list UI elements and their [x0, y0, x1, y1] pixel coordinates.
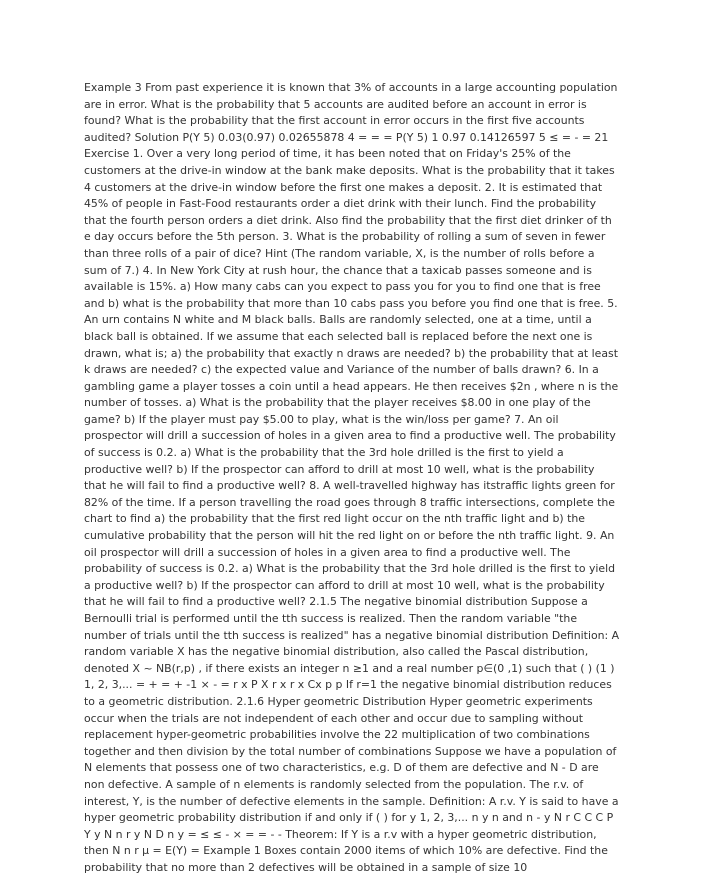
document-body-text: Example 3 From past experience it is known that 3% of accounts in a large accounting population are in error. What is the probability that 5 accounts are audited before an account in error is found? What is the probability that the first account in error occurs in the first five accounts audited? Solution P(Y 5) 0.03(0.97) 0.02655878 4 = = = P(Y 5) 1 0.97 0.14126597 5 ≤ = - = 21 Exercise 1. Over a very long period of time, it has been noted that on Friday's 25% of the customers at the drive-in window at the bank make deposits. What is the probability that it takes 4 customers at the drive-in window before the first one makes a deposit. 2. It is estimated that 45% of people in Fast-Food restaurants order a diet drink with their lunch. Find the probability that the fourth person orders a diet drink. Also find the probability that the first diet drinker of th e day occurs before the 5th person. 3. What is the probability of rolling a sum of seven in fewer than three rolls of a pair of dice? Hint (The random variable, X, is the number of rolls before a sum of 7.) 4. In New York City at rush hour, the chance that a taxicab passes someone and is available is 15%. a) How many cabs can you expect to pass you for you to find one that is free and b) what is the probability that more than 10 cabs pass you before you find one that is free. 5. An urn contains N white and M black balls. Balls are randomly selected, one at a time, until a black ball is obtained. If we assume that each selected ball is replaced before the next one is drawn, what is; a) the probability that exactly n draws are needed? b) the probability that at least k draws are needed? c) the expected value and Variance of the number of balls drawn? 6. In a gambling game a player tosses a coin until a head appears. He then receives $2n , where n is the number of tosses. a) What is the probability that the player receives $8.00 in one play of the game? b) If the player must pay $5.00 to play, what is the win/loss per game? 7. An oil prospector will drill a succession of holes in a given area to find a productive well. The probability of success is 0.2. a) What is the probability that the 3rd hole drilled is the first to yield a productive well? b) If the prospector can afford to drill at most 10 well, what is the probability that he will fail to find a productive well? 8. A well-travelled highway has itstraffic lights green for 82% of the time. If a person travelling the road goes through 8 traffic intersections, complete the chart to find a) the probability that the first red light occur on the nth traffic light and b) the cumulative probability that the person will hit the red light on or before the nth traffic light. 9. An oil prospector will drill a succession of holes in a given area to find a productive well. The probability of success is 0.2. a) What is the probability that the 3rd hole drilled is the first to yield a productive well? b) If the prospector can afford to drill at most 10 well, what is the probability that he will fail to find a productive well? 2.1.5 The negative binomial distribution Suppose a Bernoulli trial is performed until the tth success is realized. Then the random variable "the number of trials until the tth success is realized" has a negative binomial distribution Definition: A random variable X has the negative binomial distribution, also called the Pascal distribution, denoted X ~ NB(r,p) , if there exists an integer n ≥1 and a real number p∈(0 ,1) such that ( ) (1 ) 1, 2, 3,... = + = + -1 × - = r x P X r x r x Cx p p If r=1 the negative binomial distribution reduces to a geometric distribution. 2.1.6 Hyper geometric Distribution Hyper geometric experiments occur when the trials are not independent of each other and occur due to sampling without replacement hyper-geometric probabilities involve the 22 multiplication of two combinations together and then division by the total number of combinations Suppose we have a population of N elements that possess one of two characteristics, e.g. D of them are defective and N - D are non defective. A sample of n elements is randomly selected from the population. The r.v. of interest, Y, is the number of defective elements in the sample. Definition: A r.v. Y is said to have a hyper geometric probability distribution if and only if ( ) for y 1, 2, 3,... n y n and n - y N r C C C P Y y N n r y N D n y = ≤ ≤ - × = = - - Theorem: If Y is a r.v with a hyper geometric distribution, then N n r μ = E(Y) = Example 1 Boxes contain 2000 items of which 10% are defective. Find the probability that no more than 2 defectives will be obtained in a sample of size 10	[84, 81, 620, 874]
